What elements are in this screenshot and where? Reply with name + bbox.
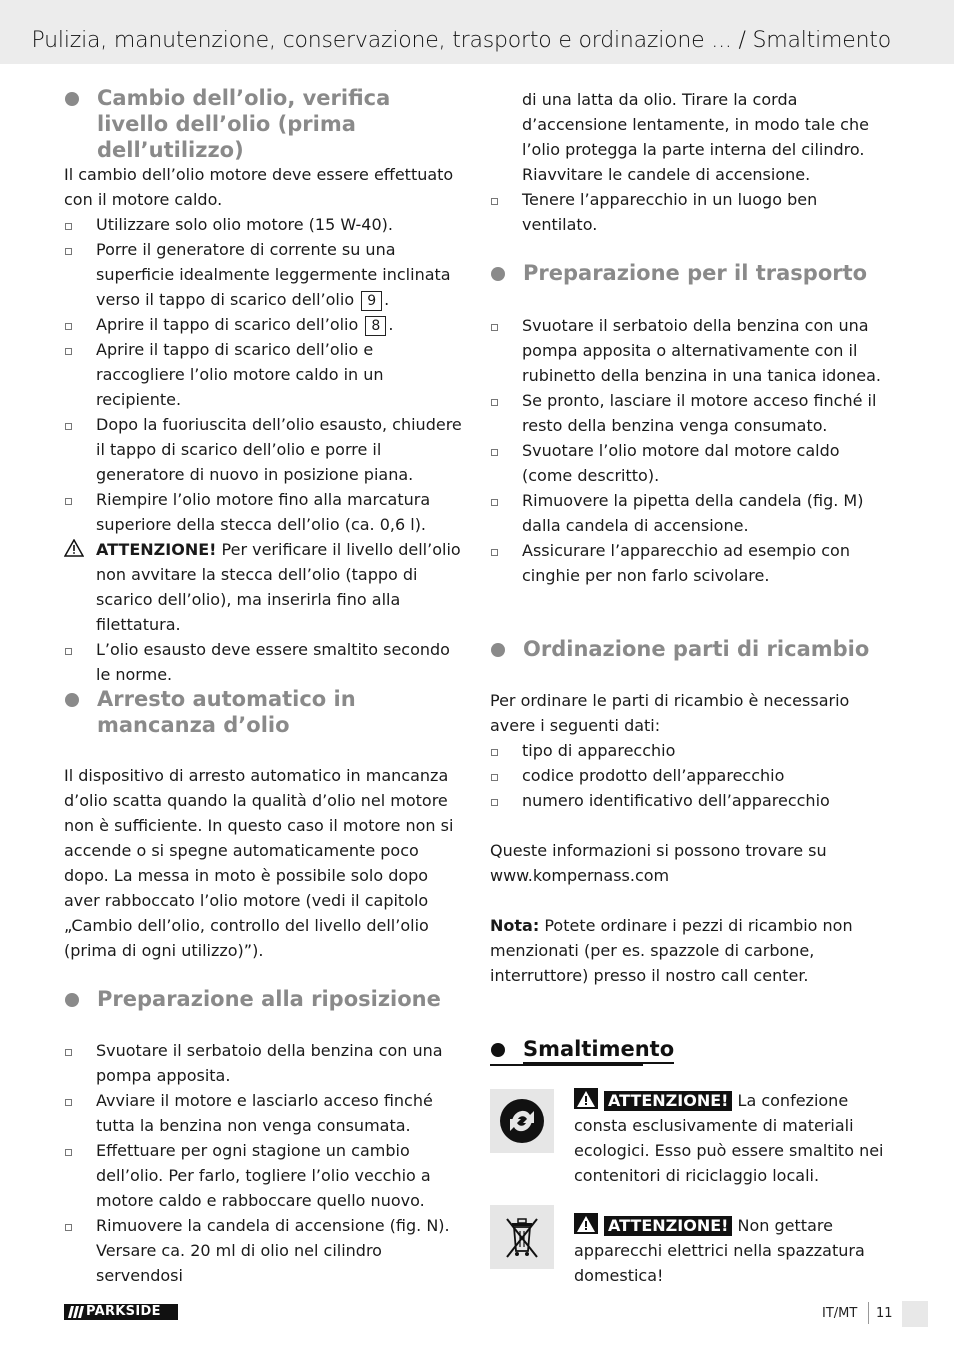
section-heading: Smaltimento — [490, 1036, 890, 1062]
checkbox-square-icon — [491, 799, 498, 806]
checkbox-square-icon — [65, 423, 72, 430]
section-storage — [64, 986, 464, 1012]
checkbox-square-icon — [65, 323, 72, 330]
storage-continued — [490, 87, 890, 237]
paragraph: Per ordinare le parti di ricambio è necessario avere i seguenti dati: — [490, 691, 850, 735]
figure-ref: 9 — [361, 291, 382, 311]
disposal-packaging-text: ATTENZIONE! La confezione consta esclusivamente di materiali ecologici. Esso può essere smaltito nei contenitori di riciclaggio locali. — [574, 1088, 890, 1188]
page-number: 11 — [876, 1306, 893, 1321]
checkbox-square-icon — [65, 1224, 72, 1231]
bullet-dot-icon — [65, 693, 79, 707]
checkbox-square-icon — [65, 1099, 72, 1106]
transport-body — [490, 313, 890, 588]
section-heading: Ordinazione parti di ricambio — [490, 636, 890, 662]
list-item: Se pronto, lasciare il motore acceso finché il resto della benzina venga consumato. — [490, 388, 890, 438]
page-header — [0, 0, 954, 64]
list-item: Aprire il tappo di scarico dell’olio e raccogliere l’olio motore caldo in un recipiente. — [64, 337, 464, 412]
bullet-dot-icon — [65, 993, 79, 1007]
disposal-electric-text: ATTENZIONE! Non gettare apparecchi elettrici nella spazzatura domestica! — [574, 1213, 890, 1288]
list-item: Effettuare per ogni stagione un cambio dell’olio. Per farlo, togliere l’olio vecchio a motore caldo e rabboccare quello nuovo. — [64, 1138, 464, 1213]
checkbox-square-icon — [491, 499, 498, 506]
list-item: Svuotare il serbatoio della benzina con una pompa apposita. — [64, 1038, 464, 1088]
checkbox-square-icon — [65, 1049, 72, 1056]
list-item: Assicurare l’apparecchio ad esempio con cinghie per non farlo scivolare. — [490, 538, 890, 588]
list-item: Tenere l’apparecchio in un luogo ben ventilato. — [490, 187, 890, 237]
footer-divider — [868, 1302, 869, 1324]
list-item: codice prodotto dell’apparecchio — [490, 763, 890, 788]
list-item: Rimuovere la candela di accensione (fig. N). Versare ca. 20 ml di olio nel cilindro servendosi — [64, 1213, 464, 1288]
checkbox-square-icon — [491, 198, 498, 205]
checkbox-square-icon — [491, 774, 498, 781]
checkbox-square-icon — [491, 324, 498, 331]
list-item: Svuotare l’olio motore dal motore caldo (come descritto). — [490, 438, 890, 488]
list-item: Riempire l’olio motore fino alla marcatura superiore della stecca dell’olio (ca. 0,6 l). — [64, 487, 464, 537]
weee-icon-box — [490, 1205, 554, 1269]
warning-triangle-icon — [574, 1213, 598, 1234]
section-spare-parts — [490, 636, 890, 662]
list-item: Rimuovere la pipetta della candela (fig. M) dalla candela di accensione. — [490, 488, 890, 538]
spare-parts-body — [490, 688, 890, 988]
footer-tab-box — [902, 1301, 928, 1327]
green-dot-recycling-icon — [490, 1089, 554, 1153]
checkbox-square-icon — [65, 648, 72, 655]
language-code: IT/MT — [822, 1306, 858, 1321]
section-heading: Arresto automatico in mancanza d’olio — [64, 686, 464, 738]
paragraph: Il cambio dell’olio motore deve essere effettuato con il motore caldo. — [64, 165, 454, 209]
bullet-dot-icon — [491, 267, 505, 281]
note-paragraph: Nota: Potete ordinare i pezzi di ricambio non menzionati (per es. spazzole di carbone, interruttore) presso il nostro call center. — [490, 916, 853, 985]
warning-triangle-icon — [574, 1088, 598, 1109]
list-item: Porre il generatore di corrente su una superficie idealmente leggermente inclinata verso il tappo di scarico dell’olio 9 . — [64, 237, 464, 312]
checkbox-square-icon — [65, 248, 72, 255]
list-item: Utilizzare solo olio motore (15 W-40). — [64, 212, 464, 237]
list-item: tipo di apparecchio — [490, 738, 890, 763]
section-heading: Preparazione alla riposizione — [64, 986, 464, 1012]
checkbox-square-icon — [491, 399, 498, 406]
list-item: Svuotare il serbatoio della benzina con una pompa apposita o alternativamente con il rubinetto della benzina in una tanica idonea. — [490, 313, 890, 388]
paragraph: Queste informazioni si possono trovare su www.kompernass.com — [490, 841, 827, 885]
crossed-bin-icon — [490, 1205, 554, 1269]
section-heading: Cambio dell’olio, verifica livello dell’olio (prima dell’utilizzo) — [64, 85, 464, 163]
warning-item: ATTENZIONE! Per verificare il livello dell’olio non avvitare la stecca dell’olio (tappo di scarico dell’olio), ma inserirla fino alla filettatura. — [64, 537, 464, 637]
checkbox-square-icon — [491, 749, 498, 756]
bullet-dot-icon — [65, 92, 79, 106]
section-transport — [490, 260, 890, 286]
checkbox-square-icon — [65, 1149, 72, 1156]
checkbox-square-icon — [65, 498, 72, 505]
heading-underline — [490, 1064, 643, 1066]
logo-stripes-icon — [68, 1306, 84, 1318]
list-item: Aprire il tappo di scarico dell’olio 8 . — [64, 312, 464, 337]
bullet-dot-icon — [491, 1043, 505, 1057]
checkbox-square-icon — [65, 348, 72, 355]
oil-change-body — [64, 162, 464, 687]
checkbox-square-icon — [65, 223, 72, 230]
parkside-logo: PARKSIDE — [64, 1304, 178, 1320]
list-item: L’olio esausto deve essere smaltito secondo le norme. — [64, 637, 464, 687]
section-heading: Preparazione per il trasporto — [490, 260, 890, 286]
list-item: numero identificativo dell’apparecchio — [490, 788, 890, 813]
list-item: Avviare il motore e lasciarlo acceso finché tutta la benzina non venga consumata. — [64, 1088, 464, 1138]
section-oil-change — [64, 85, 464, 163]
storage-body — [64, 1038, 464, 1288]
checkbox-square-icon — [491, 549, 498, 556]
paragraph: Il dispositivo di arresto automatico in mancanza d’olio scatta quando la qualità d’olio nel motore non è sufficiente. In questo caso il motore non si accende o si spegne automaticamente poco dopo. La messa in moto è possibile solo dopo aver rabboccato l’olio motore (vedi il capitolo „Cambio dell’olio, controllo del livello dell’olio (prima di ogni utilizzo)”). — [64, 766, 454, 960]
page-title: Pulizia, manutenzione, conservazione, trasporto e ordinazione ... / Smaltimento — [31, 28, 891, 53]
section-auto-stop — [64, 686, 464, 738]
warning-triangle-icon — [64, 539, 84, 557]
checkbox-square-icon — [491, 449, 498, 456]
auto-stop-body — [64, 763, 464, 963]
figure-ref: 8 — [365, 316, 386, 336]
list-item: Dopo la fuoriuscita dell’olio esausto, chiudere il tappo di scarico dell’olio e porre il generatore di nuovo in posizione piana. — [64, 412, 464, 487]
recycling-icon-box — [490, 1089, 554, 1153]
paragraph: di una latta da olio. Tirare la corda d’accensione lentamente, in modo tale che l’olio protegga la parte interna del cilindro. Riavvitare le candele di accensione. — [522, 90, 869, 184]
section-disposal — [490, 1036, 890, 1062]
bullet-dot-icon — [491, 643, 505, 657]
